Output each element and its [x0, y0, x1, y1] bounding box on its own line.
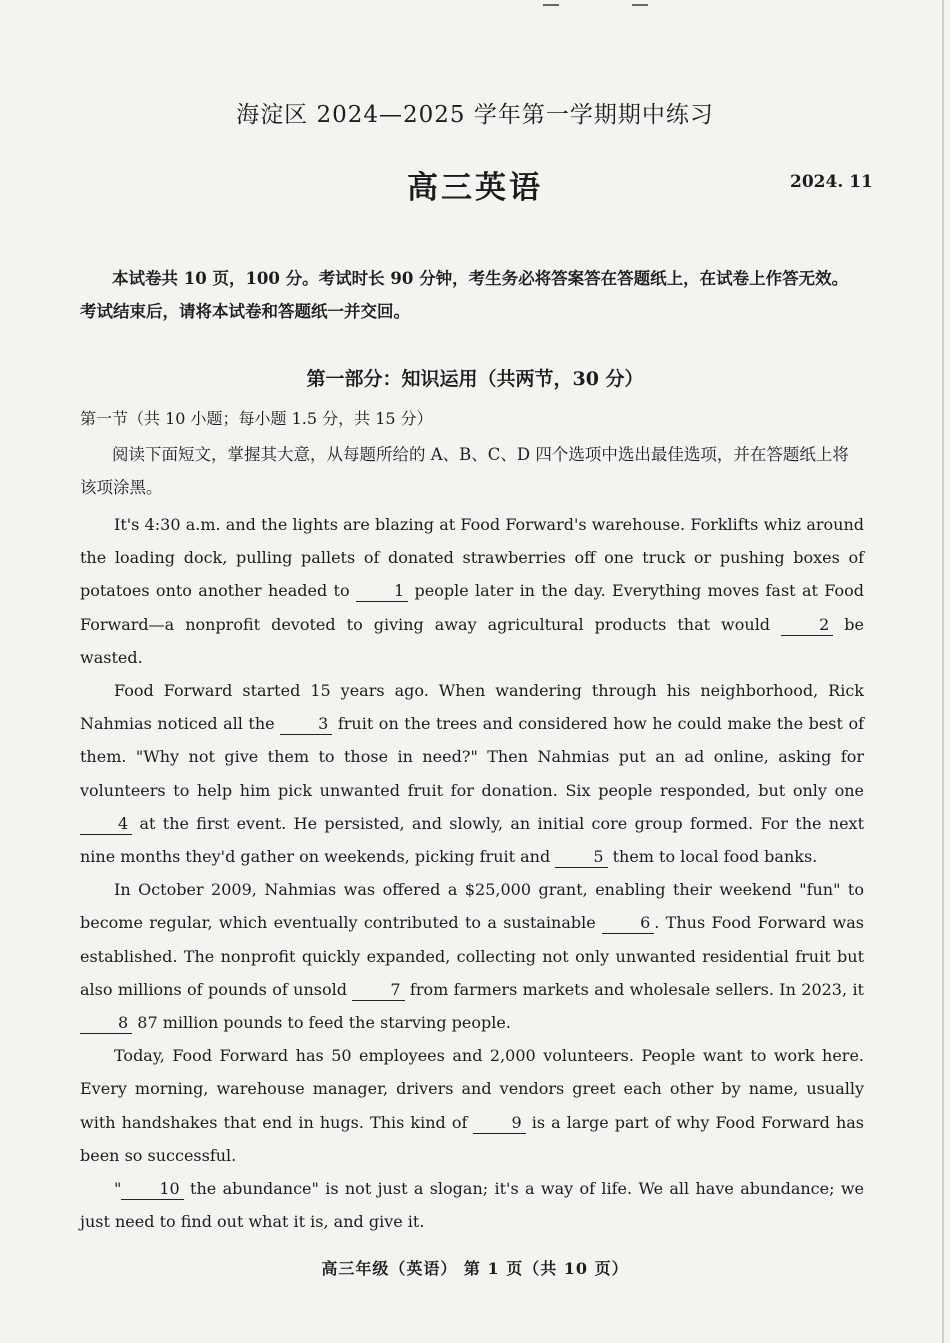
blank-1: 1: [356, 581, 408, 602]
passage-text: . Thus Food Forward was established. The nonprofit quickly expanded, collecting not only unwanted residential fruit but also millions of pounds of unsold: [80, 913, 865, 999]
passage-paragraph-2: [80, 674, 864, 873]
exam-date: 2024. 11: [790, 172, 873, 192]
passage-text: the abundance" is not just a slogan; it's a way of life. We all have abundance; we just need to find out what it is, and give it.: [80, 1179, 864, 1232]
blank-6: 6: [602, 913, 654, 934]
passage-text: Food Forward started 15 years ago. When wandering through his neighborhood, Rick Nahmias noticed all the: [80, 681, 864, 734]
blank-5: 5: [555, 847, 607, 868]
passage-text: Today, Food Forward has 50 employees and 2,000 volunteers. People want to work here. Every morning, warehouse manager, drivers and vendors greet each other by name, usually with handshakes that end in hugs. This kind of: [80, 1046, 864, 1132]
section-directions: 阅读下面短文，掌握其大意，从每题所给的 A、B、C、D 四个选项中选出最佳选项，并在答题纸上将该项涂黑。: [80, 445, 849, 497]
passage-paragraph-1: [80, 508, 864, 674]
part-title: 第一部分：知识运用（共两节，30 分）: [306, 368, 644, 390]
blank-10: 10: [121, 1179, 183, 1200]
blank-3: 3: [280, 714, 332, 735]
exam-instructions: 本试卷共 10 页，100 分。考试时长 90 分钟，考生务必将答案答在答题纸上，在试卷上作答无效。考试结束后，请将本试卷和答题纸一并交回。: [80, 269, 849, 321]
passage-text: It's 4:30 a.m. and the lights are blazing at Food Forward's warehouse. Forklifts whiz around the loading dock, pulling pallets of donated strawberries off one truck or pushing boxes of potatoes onto another headed to: [80, 515, 864, 601]
passage-text: them to local food banks.: [607, 847, 818, 867]
subject-title: 高三英语: [407, 170, 543, 206]
passage-text: is a large part of why Food Forward has been so successful.: [80, 1112, 865, 1165]
blank-7: 7: [352, 980, 404, 1001]
passage-text: ": [114, 1179, 122, 1199]
passage-text: from farmers markets and wholesale sellers. In 2023, it: [404, 979, 864, 999]
page-footer: 高三年级（英语） 第 1 页（共 10 页）: [321, 1259, 629, 1278]
blank-4: 4: [80, 814, 132, 835]
scan-mark: [632, 4, 648, 6]
scan-mark: [543, 4, 559, 6]
blank-2: 2: [781, 615, 833, 636]
passage-text: 87 million pounds to feed the starving people.: [132, 1013, 511, 1033]
exam-header: 海淀区 2024—2025 学年第一学期期中练习: [236, 102, 714, 128]
passage-paragraph-5: [80, 1172, 864, 1238]
passage-text: be wasted.: [80, 614, 864, 667]
passage-text: In October 2009, Nahmias was offered a $25,000 grant, enabling their weekend "fun" to become regular, which eventually contributed to a sustainable: [80, 880, 864, 933]
passage-text: at the first event. He persisted, and slowly, an initial core group formed. For the next nine months they'd gather on weekends, picking fruit and: [80, 813, 864, 867]
blank-8: 8: [80, 1013, 132, 1034]
cloze-passage: [80, 508, 864, 1238]
passage-paragraph-4: [80, 1039, 864, 1172]
passage-paragraph-3: [80, 873, 864, 1039]
blank-9: 9: [473, 1113, 525, 1134]
passage-text: fruit on the trees and considered how he could make the best of them. "Why not give them to those in need?" Then Nahmias put an ad online, asking for volunteers to help him pick unwanted fruit for donation. Six people responded, but only one: [80, 714, 865, 800]
passage-text: people later in the day. Everything moves fast at Food Forward—a nonprofit devoted to giving away agricultural products that would: [80, 581, 864, 634]
section-title: 第一节（共 10 小题；每小题 1.5 分，共 15 分）: [80, 409, 433, 428]
